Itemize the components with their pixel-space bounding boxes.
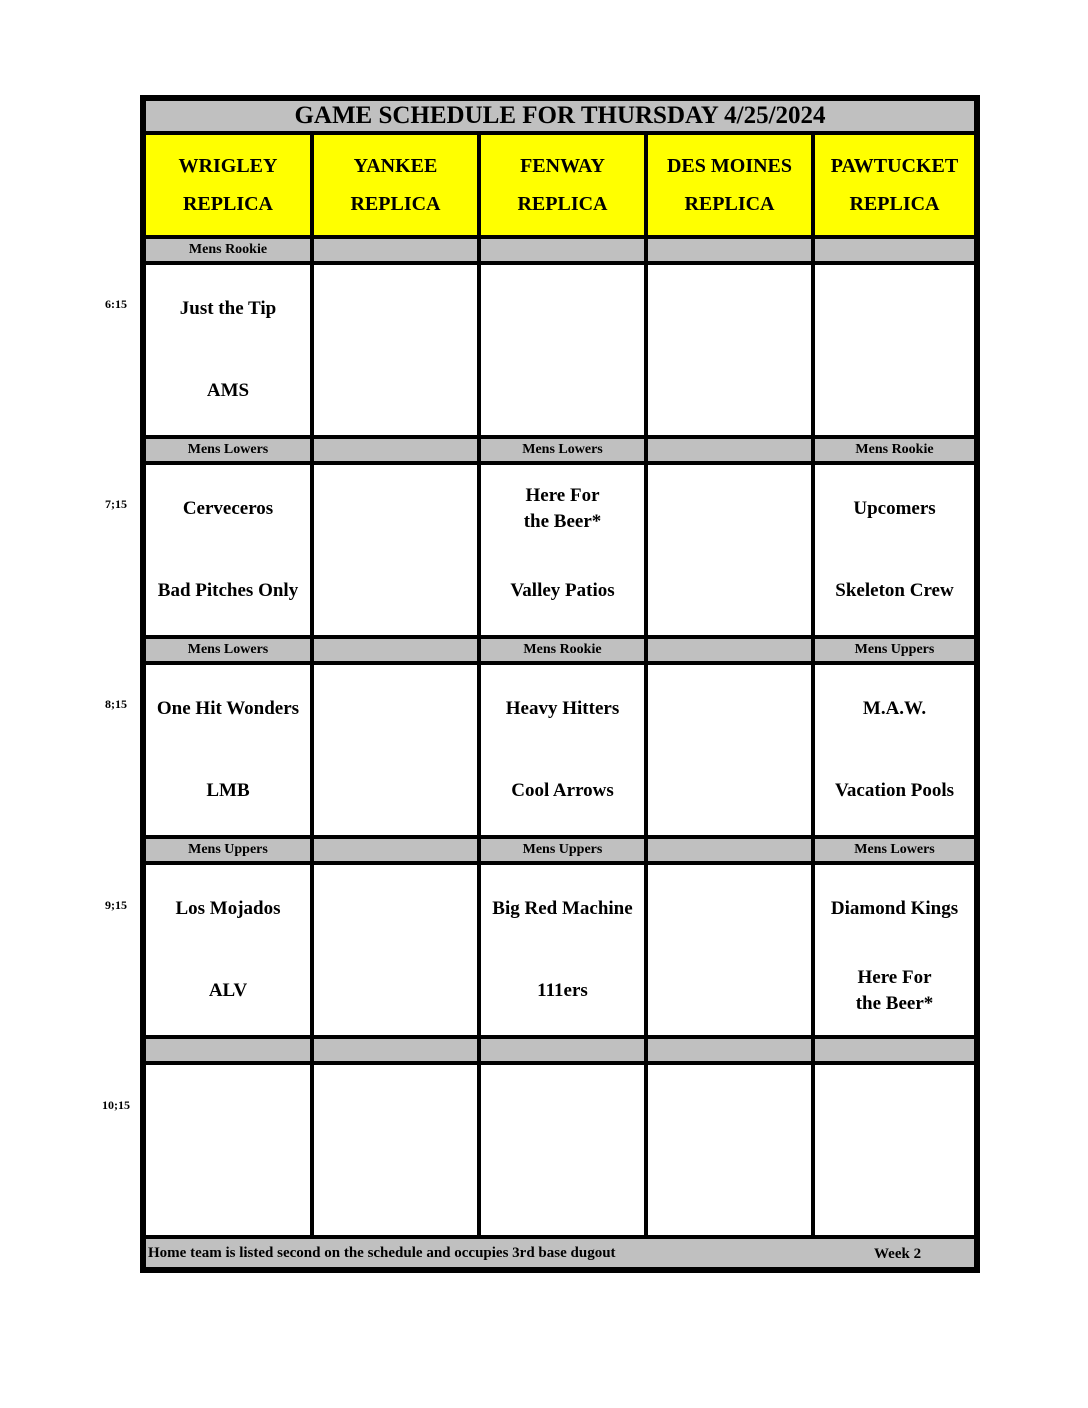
footer [144,1237,976,1269]
away-team [314,665,477,753]
division-label [312,237,479,263]
division-label [646,837,813,863]
division-label: Mens Uppers [813,637,976,663]
division-row [144,237,976,263]
home-team [481,1153,644,1229]
division-row [144,637,976,663]
home-team: Cool Arrows [511,780,614,801]
game-cell [479,263,646,437]
division-row [144,1037,976,1063]
game-cell [813,463,976,637]
game-cell [813,663,976,837]
away-team [481,1065,644,1153]
away-team [815,265,974,353]
game-cell [646,463,813,637]
away-team [648,865,811,953]
away-team: M.A.W. [862,698,927,719]
division-label: Mens Rookie [479,637,646,663]
division-label: Mens Uppers [479,837,646,863]
venue-header: FENWAY REPLICA [479,133,646,237]
title-row [144,99,976,133]
home-team [815,1153,974,1229]
venue-header: PAWTUCKET REPLICA [813,133,976,237]
home-team [648,1153,811,1229]
home-team: Skeleton Crew [835,580,954,601]
away-team [648,265,811,353]
schedule-table [140,95,980,1273]
game-cell [479,463,646,637]
game-slot-row [144,863,976,1037]
home-team [314,953,477,1029]
away-team: Cerveceros [182,498,274,519]
division-label: Mens Lowers [144,437,312,463]
week-label: Week 2 [874,1246,922,1262]
division-label [646,237,813,263]
home-team: ALV [208,980,248,1001]
away-team: One Hit Wonders [156,698,300,719]
away-team: Heavy Hitters [505,698,620,719]
division-label: Mens Lowers [813,837,976,863]
division-label [312,637,479,663]
game-cell [144,1063,312,1237]
away-team [481,265,644,353]
home-team [314,753,477,829]
division-label [144,1037,312,1063]
division-label [312,1037,479,1063]
game-cell [144,263,312,437]
venue-header-row [144,133,976,237]
division-label: Mens Lowers [479,437,646,463]
game-slot-row [144,463,976,637]
home-team: AMS [206,380,250,401]
venue-header: YANKEE REPLICA [312,133,479,237]
time-label: 9;15 [105,898,127,912]
game-cell [479,663,646,837]
away-team [648,665,811,753]
away-team [648,1065,811,1153]
division-label [479,237,646,263]
game-cell [312,263,479,437]
division-label [312,837,479,863]
division-row [144,437,976,463]
away-team [146,1065,310,1153]
division-label: Mens Lowers [144,637,312,663]
game-cell [813,1063,976,1237]
game-cell [312,663,479,837]
away-team: Here For the Beer* [523,485,602,532]
footer-row [144,1237,976,1269]
away-team: Upcomers [853,498,936,519]
division-label: Mens Rookie [813,437,976,463]
home-team [648,553,811,629]
game-slot-row [144,663,976,837]
game-cell [144,463,312,637]
home-team: Bad Pitches Only [157,580,299,601]
away-team: Just the Tip [179,298,277,319]
home-team: Valley Patios [510,580,615,601]
division-label: Mens Uppers [144,837,312,863]
game-slot-row [144,1063,976,1237]
home-team [648,753,811,829]
time-label: 7;15 [105,497,127,511]
away-team: Los Mojados [175,898,281,919]
game-slot-row [144,263,976,437]
away-team [815,1065,974,1153]
game-cell [144,663,312,837]
home-team [314,1153,477,1229]
away-team [314,1065,477,1153]
division-label [646,437,813,463]
away-team [314,465,477,553]
home-team: 111ers [537,980,588,1001]
home-team [314,553,477,629]
game-cell [813,263,976,437]
away-team: Big Red Machine [492,898,633,919]
game-cell [312,1063,479,1237]
away-team: Diamond Kings [830,898,959,919]
home-team [815,353,974,429]
division-row [144,837,976,863]
home-team [481,353,644,429]
home-team: Here For the Beer* [855,967,934,1014]
game-cell [144,863,312,1037]
division-label [813,237,976,263]
game-cell [312,863,479,1037]
time-label: 10;15 [102,1098,130,1112]
game-cell [813,863,976,1037]
division-label [312,437,479,463]
page-title: GAME SCHEDULE FOR THURSDAY 4/25/2024 [144,99,976,133]
game-cell [646,863,813,1037]
division-label [646,637,813,663]
game-cell [646,1063,813,1237]
time-label: 6:15 [105,297,127,311]
time-label: 8;15 [105,697,127,711]
division-label [813,1037,976,1063]
home-team [314,353,477,429]
division-label: Mens Rookie [144,237,312,263]
away-team [314,265,477,353]
venue-header: DES MOINES REPLICA [646,133,813,237]
game-cell [312,463,479,637]
division-label [479,1037,646,1063]
game-cell [646,263,813,437]
game-cell [646,663,813,837]
away-team [648,465,811,553]
away-team [314,865,477,953]
home-team: Vacation Pools [834,780,955,801]
game-cell [479,1063,646,1237]
division-label [646,1037,813,1063]
venue-header: WRIGLEY REPLICA [144,133,312,237]
home-team [648,953,811,1029]
home-team [146,1153,310,1229]
game-cell [479,863,646,1037]
footer-note: Home team is listed second on the schedule and occupies 3rd base dugout [148,1244,616,1261]
home-team: LMB [206,780,250,801]
home-team [648,353,811,429]
